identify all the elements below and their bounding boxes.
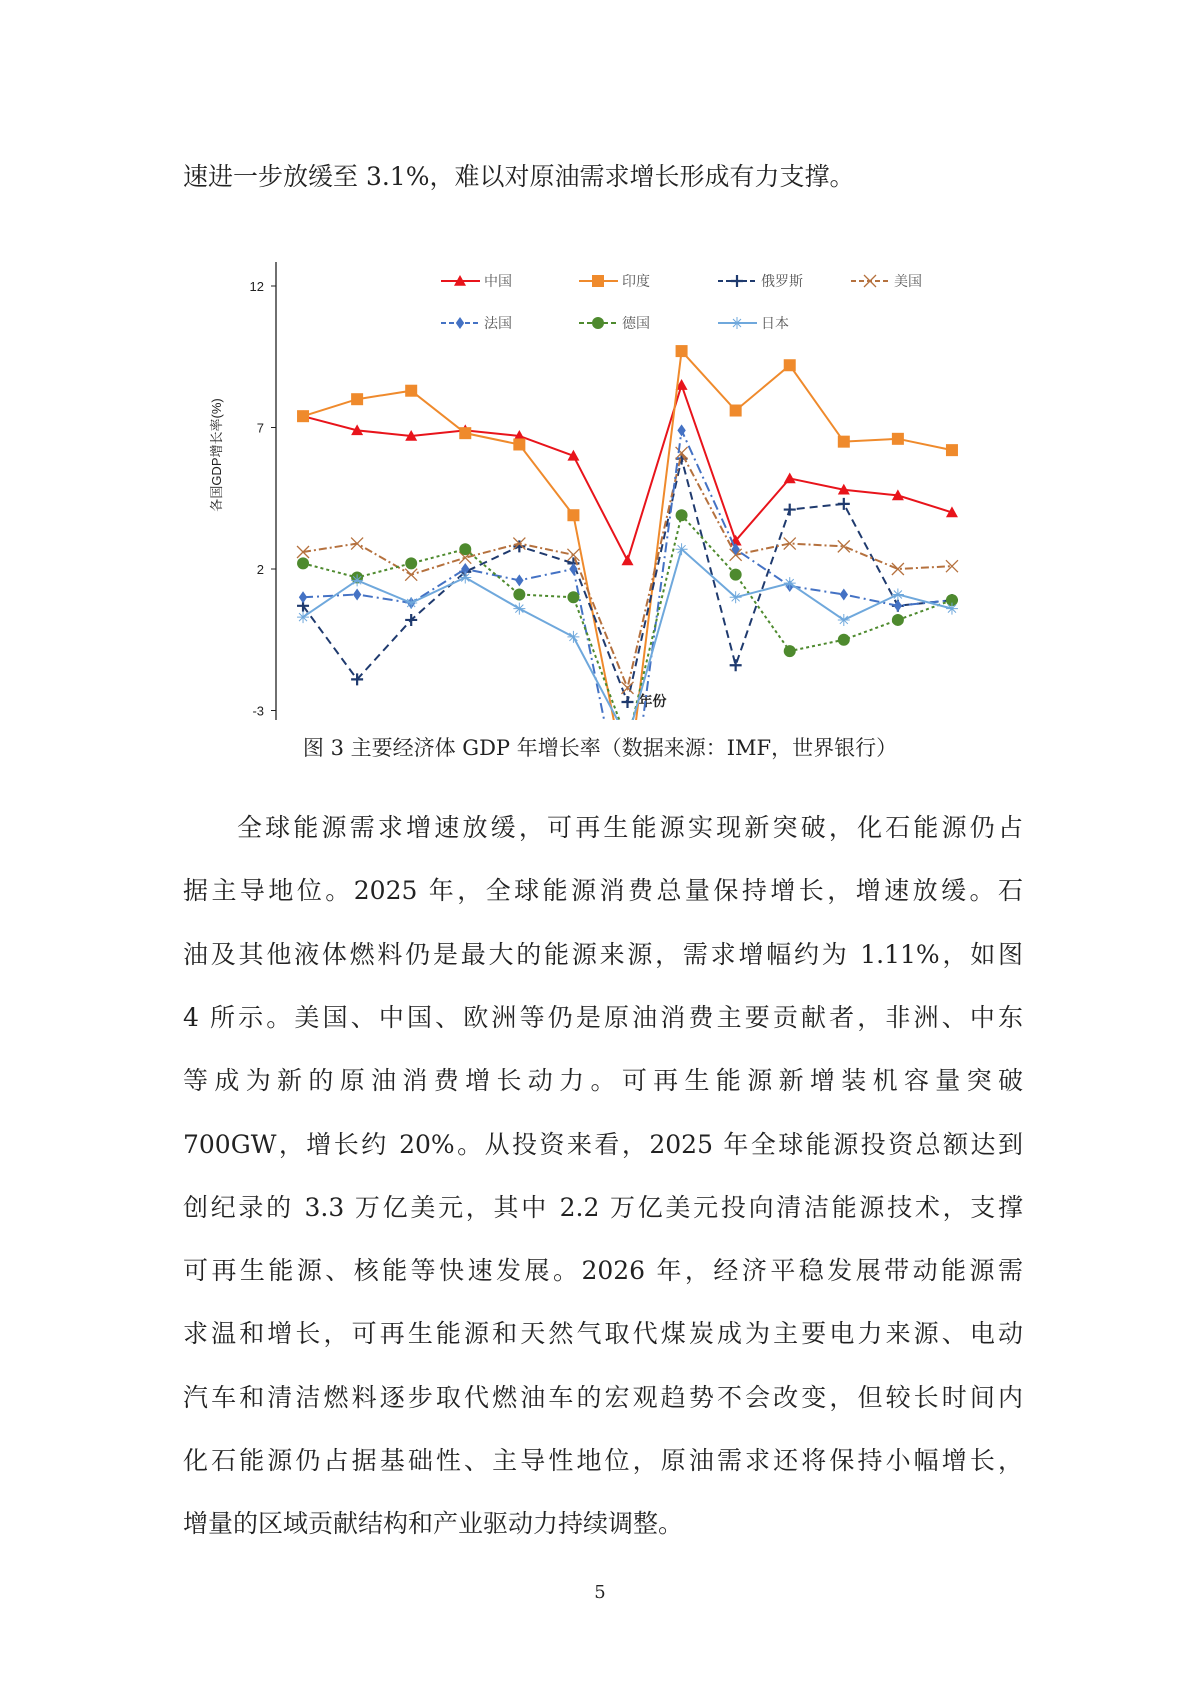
series-line <box>303 549 952 720</box>
y-tick-label: 7 <box>256 420 264 436</box>
series-0 <box>297 379 958 565</box>
series-line <box>303 351 952 720</box>
paragraph-line: 油及其他液体燃料仍是最大的能源来源，需求增幅约为 1.11%，如图 <box>183 939 1023 969</box>
triangle-marker <box>784 472 796 483</box>
plus-marker <box>730 659 742 671</box>
legend-item <box>718 273 803 289</box>
legend-label: 日本 <box>761 315 789 331</box>
circle-marker <box>592 317 604 329</box>
paragraph-line: 化石能源仍占据基础性、主导性地位，原油需求还将保持小幅增长， <box>183 1446 1023 1475</box>
page-number: 5 <box>594 1582 606 1603</box>
diamond-marker <box>456 317 464 329</box>
square-marker <box>892 433 904 445</box>
paragraph-line: 全球能源需求增速放缓，可再生能源实现新突破，化石能源仍占 <box>237 813 1023 842</box>
plus-marker <box>784 504 796 516</box>
figure-caption: 图 3 主要经济体 GDP 年增长率（数据来源：IMF，世界银行） <box>302 736 898 760</box>
legend-label: 中国 <box>484 273 512 289</box>
x-marker <box>405 569 417 581</box>
circle-marker <box>513 588 525 600</box>
legend-label: 印度 <box>622 273 650 289</box>
plus-marker <box>405 614 417 626</box>
plus-marker <box>622 696 634 708</box>
square-marker <box>297 410 309 422</box>
square-marker <box>459 427 471 439</box>
paragraph-line: 据主导地位。2025 年，全球能源消费总量保持增长，增速放缓。石 <box>183 876 1023 906</box>
paragraph-line: 增量的区域贡献结构和产业驱动力持续调整。 <box>183 1509 684 1539</box>
series-line <box>303 453 952 688</box>
paragraph-line: 汽车和清洁燃料逐步取代燃油车的宏观趋势不会改变，但较长时间内 <box>183 1382 1023 1412</box>
legend-item <box>718 315 789 331</box>
legend-item <box>441 273 512 289</box>
star-marker <box>405 597 417 609</box>
legend-label: 法国 <box>484 315 512 331</box>
y-tick-label: -3 <box>252 703 264 719</box>
square-marker <box>513 438 525 450</box>
star-marker <box>838 614 850 626</box>
plus-marker <box>838 498 850 510</box>
plus-marker <box>731 275 743 287</box>
star-marker <box>459 571 471 583</box>
square-marker <box>592 275 604 287</box>
circle-marker <box>730 569 742 581</box>
series-line <box>303 459 952 702</box>
square-marker <box>730 405 742 417</box>
circle-marker <box>459 543 471 555</box>
square-marker <box>351 393 363 405</box>
star-marker <box>731 317 743 329</box>
triangle-marker <box>622 555 634 566</box>
legend-item <box>579 273 650 289</box>
x-marker <box>864 275 876 287</box>
star-marker <box>946 603 958 615</box>
series-line <box>303 430 952 720</box>
x-marker <box>838 540 850 552</box>
paragraph-line: 创纪录的 3.3 万亿美元，其中 2.2 万亿美元投向清洁能源技术，支撑 <box>183 1192 1023 1222</box>
legend-item <box>441 315 512 331</box>
circle-marker <box>892 614 904 626</box>
diamond-marker <box>515 574 523 586</box>
circle-marker <box>784 645 796 657</box>
legend-label: 美国 <box>894 273 922 289</box>
square-marker <box>838 436 850 448</box>
gdp-growth-chart <box>0 0 1200 720</box>
star-marker <box>513 603 525 615</box>
x-marker <box>946 560 958 572</box>
x-marker <box>892 563 904 575</box>
series-4 <box>299 424 956 720</box>
diamond-marker <box>299 591 307 603</box>
y-tick-label: 12 <box>249 279 264 294</box>
diamond-marker <box>353 588 361 600</box>
circle-marker <box>676 509 688 521</box>
square-marker <box>784 359 796 371</box>
series-line <box>303 385 952 560</box>
series-3 <box>297 447 958 694</box>
star-marker <box>297 611 309 623</box>
series-6 <box>297 543 958 720</box>
plus-marker <box>513 540 525 552</box>
square-marker <box>405 385 417 397</box>
star-marker <box>892 588 904 600</box>
legend-label: 德国 <box>622 315 650 331</box>
legend-item <box>851 273 922 289</box>
x-axis-label: 年份 <box>638 693 667 709</box>
legend-label: 俄罗斯 <box>761 273 803 289</box>
star-marker <box>567 631 579 643</box>
legend-item <box>579 315 650 331</box>
circle-marker <box>838 634 850 646</box>
paragraph-line: 可再生能源、核能等快速发展。2026 年，经济平稳发展带动能源需 <box>183 1256 1023 1286</box>
circle-marker <box>567 591 579 603</box>
square-marker <box>946 444 958 456</box>
paragraph-line: 等成为新的原油消费增长动力。可再生能源新增装机容量突破 <box>183 1066 1023 1096</box>
paragraph-line: 700GW，增长约 20%。从投资来看，2025 年全球能源投资总额达到 <box>183 1129 1023 1159</box>
paragraph-line: 求温和增长，可再生能源和天然气取代煤炭成为主要电力来源、电动 <box>183 1319 1023 1349</box>
diamond-marker <box>840 588 848 600</box>
circle-marker <box>297 557 309 569</box>
y-tick-label: 2 <box>256 562 264 577</box>
y-axis-label: 各国GDP增长率(%) <box>209 398 224 512</box>
square-marker <box>567 509 579 521</box>
circle-marker <box>405 557 417 569</box>
text-line-top: 速进一步放缓至 3.1%，难以对原油需求增长形成有力支撑。 <box>183 162 855 191</box>
square-marker <box>676 345 688 357</box>
paragraph-line: 4 所示。美国、中国、欧洲等仍是原油消费主要贡献者，非洲、中东 <box>183 1002 1023 1032</box>
